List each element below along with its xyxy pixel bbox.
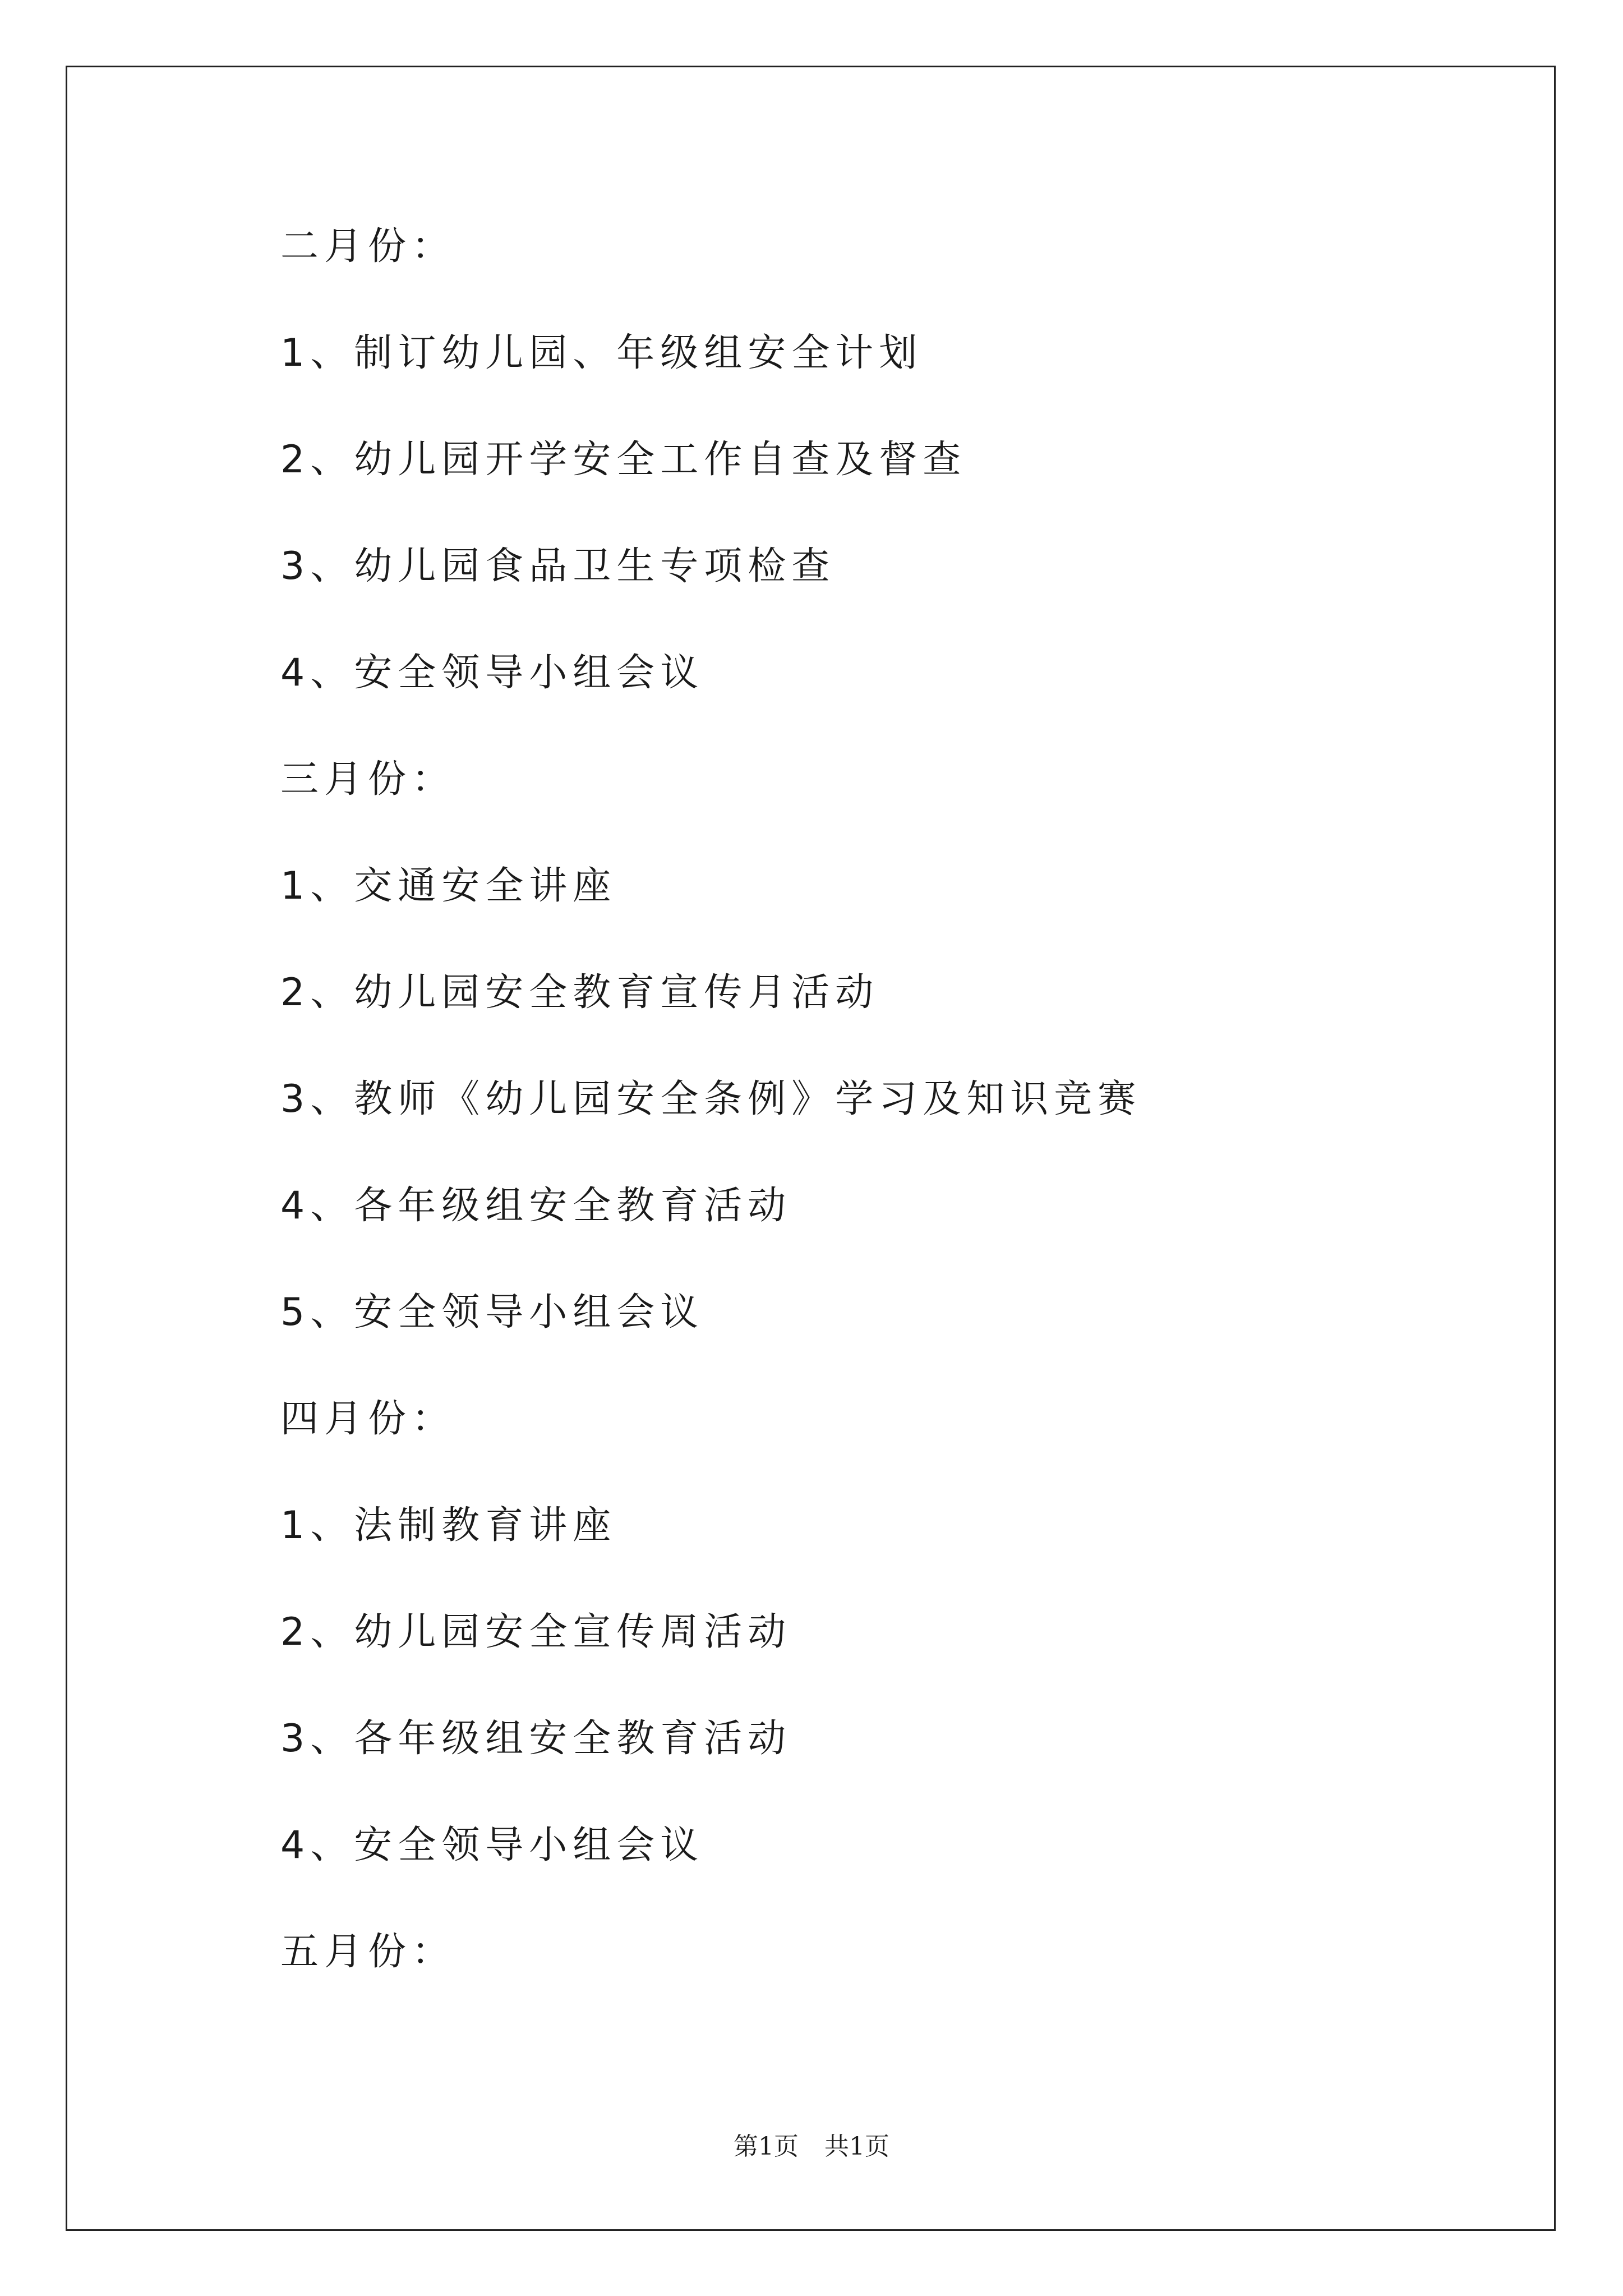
document-body [280,224,1514,2036]
month-heading-april: 四月份： [280,1397,456,1441]
list-item: 2、幼儿园安全教育宣传月活动 [280,970,879,1015]
list-item: 2、幼儿园开学安全工作自查及督查 [280,438,967,482]
list-item: 3、教师《幼儿园安全条例》学习及知识竞赛 [280,1077,1142,1121]
page-number: 第1页 [734,2132,799,2161]
month-heading-may: 五月份： [280,1930,456,1974]
list-item: 3、各年级组安全教育活动 [280,1717,792,1761]
list-item: 1、法制教育讲座 [280,1503,617,1548]
list-item: 1、制订幼儿园、年级组安全计划 [280,331,923,375]
list-item: 4、安全领导小组会议 [280,651,704,695]
list-item: 1、交通安全讲座 [280,864,617,908]
month-heading-march: 三月份： [280,757,456,802]
list-item: 3、幼儿园食品卫生专项检查 [280,544,836,588]
page-footer [0,2126,1623,2162]
list-item: 4、安全领导小组会议 [280,1823,704,1867]
list-item: 5、安全领导小组会议 [280,1290,704,1335]
month-heading-february: 二月份： [280,224,456,269]
list-item: 2、幼儿园安全宣传周活动 [280,1610,792,1654]
list-item: 4、各年级组安全教育活动 [280,1184,792,1228]
page-total: 共1页 [824,2132,889,2161]
